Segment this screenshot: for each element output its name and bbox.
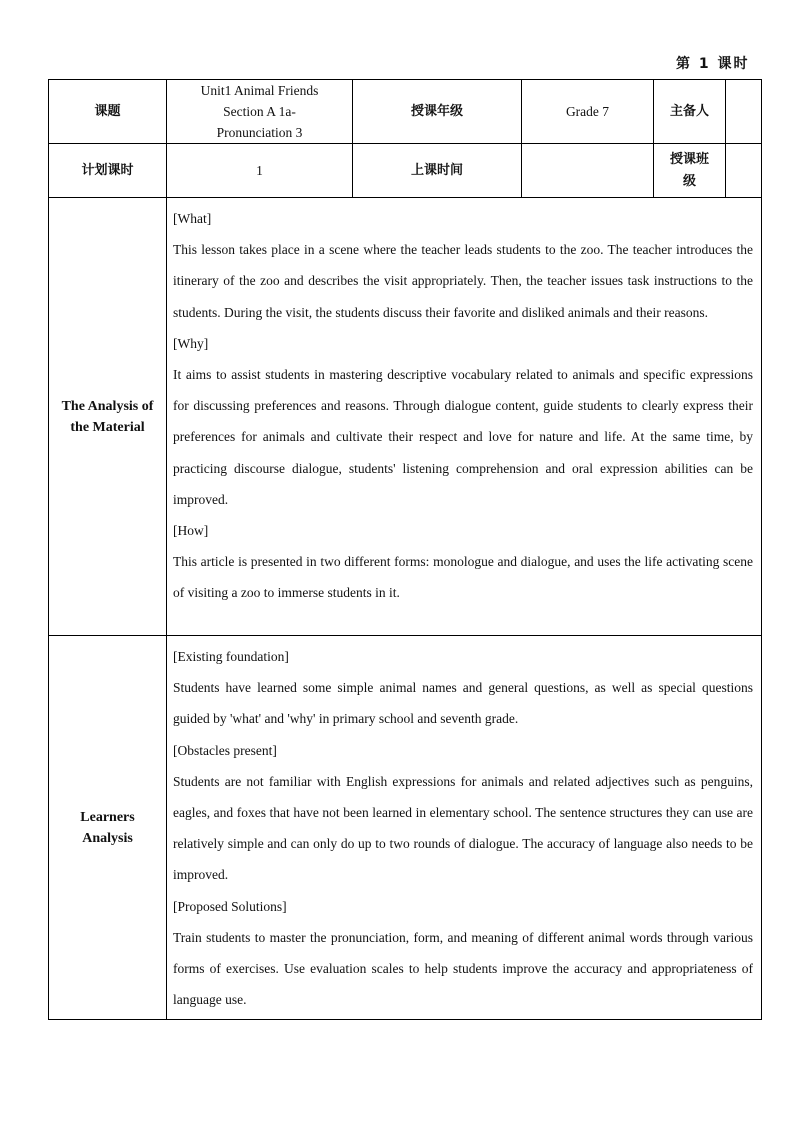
learners-label: Learners Analysis — [49, 636, 167, 1020]
lesson-number: 第 1 课时 — [676, 56, 750, 72]
obstacles-text: Students are not familiar with English expressions for animals and related adjectives such as penguins, eagles, and foxes that have not been learned in elementary school. The sentence structures they can use are relatively simple and can only do up to two rounds of dialogue. The accuracy of language also needs to be improved. — [173, 773, 753, 883]
existing-heading: [Existing foundation] — [173, 649, 289, 664]
grade-value: Grade 7 — [522, 80, 654, 144]
time-label: 上课时间 — [353, 144, 522, 198]
obstacles-heading: [Obstacles present] — [173, 742, 277, 758]
class-value — [726, 144, 762, 198]
time-value — [522, 144, 654, 198]
why-text: It aims to assist students in mastering descriptive vocabulary related to animals and specific expressions for discussing preferences and reasons. Through dialogue content, guide students to clearly express their preferences for animals and cultivate their respect and love for nature and life. At the same time, by practicing discourse dialogue, students' listening comprehension and oral expression abilities can be improved. — [173, 367, 753, 507]
material-row — [49, 198, 762, 636]
hours-label: 计划课时 — [49, 144, 167, 198]
how-text: This article is presented in two different forms: monologue and dialogue, and uses the life activating scene of visiting a zoo to immerse students in it. — [173, 554, 753, 601]
solutions-heading: [Proposed Solutions] — [173, 898, 287, 914]
material-label: The Analysis of the Material — [49, 198, 167, 636]
existing-text: Students have learned some simple animal names and general questions, as well as special questions guided by 'what' and 'why' in primary school and seventh grade. — [173, 680, 753, 727]
grade-label: 授课年级 — [353, 80, 522, 144]
why-heading: [Why] — [173, 335, 209, 351]
hours-value: 1 — [167, 144, 353, 198]
how-heading: [How] — [173, 523, 209, 539]
learners-content — [167, 636, 762, 1020]
class-label: 授课班级 — [654, 144, 726, 198]
schedule-row — [49, 144, 762, 198]
material-content — [167, 198, 762, 636]
what-text: This lesson takes place in a scene where the teacher leads students to the zoo. The teacher introduces the itinerary of the zoo and describes the visit appropriately. Then, the teacher issues task instructions to the students. During the visit, the students discuss their favorite and disliked animals and their reasons. — [173, 242, 753, 320]
preparer-value — [726, 80, 762, 144]
learners-row — [49, 636, 762, 1020]
solutions-text: Train students to master the pronunciation, form, and meaning of different animal words through various forms of exercises. Use evaluation scales to help students improve the accuracy and appropriateness of language use. — [173, 929, 753, 1008]
topic-row — [49, 80, 762, 144]
preparer-label: 主备人 — [654, 80, 726, 144]
what-heading: [What] — [173, 211, 212, 226]
lesson-plan-table — [48, 79, 762, 1020]
topic-value: Unit1 Animal Friends Section A 1a-Pronunciation 3 — [167, 80, 353, 144]
topic-label: 课题 — [49, 80, 167, 144]
